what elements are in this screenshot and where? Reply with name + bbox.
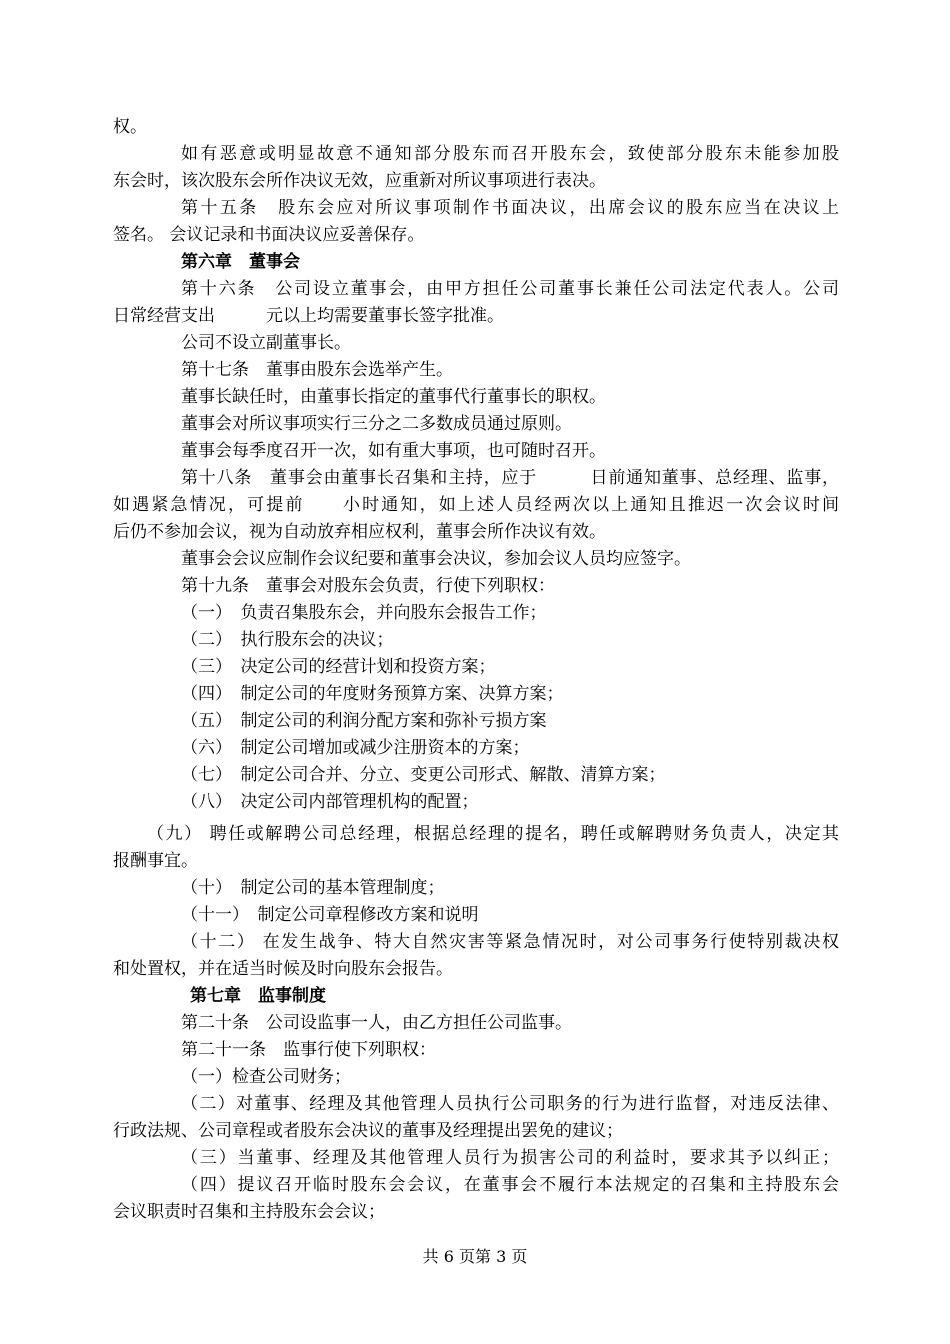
list-item: （十一） 制定公司章程修改方案和说明 (181, 905, 479, 925)
list-item: （一） 负责召集股东会，并向股东会报告工作； (181, 603, 547, 623)
list-item: （二） 执行股东会的决议； (181, 630, 394, 650)
list-item: （五） 制定公司的利润分配方案和弥补亏损方案 (181, 711, 547, 731)
text-line: 第十七条 董事由股东会选举产生。 (181, 360, 453, 380)
text-line: 日常经营支出 元以上均需要董事长签字批准。 (113, 306, 504, 326)
text-line: 第十五条 股东会应对所议事项制作书面决议，出席会议的股东应当在决议上 (181, 198, 839, 218)
list-item: （四） 制定公司的年度财务预算方案、决算方案； (181, 684, 564, 704)
text-line: 董事会对所议事项实行三分之二多数成员通过原则。 (181, 414, 572, 434)
text-line: 第十六条 公司设立董事会，由甲方担任公司董事长兼任公司法定代表人。公司 (181, 279, 839, 299)
list-item: （三） 决定公司的经营计划和投资方案； (181, 657, 496, 677)
chapter-heading: 第七章 监事制度 (190, 986, 326, 1006)
text-line: 董事长缺任时，由董事长指定的董事代行董事长的职权。 (181, 387, 606, 407)
chapter-heading: 第六章 董事会 (181, 252, 300, 272)
text-line: 如有恶意或明显故意不通知部分股东而召开股东会，致使部分股东未能参加股 (181, 144, 839, 164)
text-line: 签名。 会议记录和书面决议应妥善保存。 (113, 225, 425, 245)
text-line: 后仍不参加会议，视为自动放弃相应权利，董事会所作决议有效。 (113, 522, 606, 542)
list-item: （四）提议召开临时股东会会议，在董事会不履行本法规定的召集和主持股东会 (181, 1175, 839, 1195)
text-line: 公司不设立副董事长。 (181, 333, 351, 353)
page-number-footer: 共 6 页第 3 页 (422, 1247, 528, 1266)
text-line: 和处置权，并在适当时候及时向股东会报告。 (113, 959, 453, 979)
text-line: 第十九条 董事会对股东会负责，行使下列职权： (181, 576, 555, 596)
list-item: （三）当董事、经理及其他管理人员行为损害公司的利益时，要求其予以纠正； (181, 1148, 839, 1168)
list-item: （一）检查公司财务； (181, 1067, 351, 1087)
text-line: 行政法规、公司章程或者股东会决议的董事及经理提出罢免的建议； (113, 1121, 623, 1141)
text-line: 如遇紧急情况，可提前 小时通知，如上述人员经两次以上通知且推迟一次会议时间 (113, 495, 839, 515)
list-item: （十二） 在发生战争、特大自然灾害等紧急情况时，对公司事务行使特别裁决权 (181, 932, 839, 952)
list-item: （九） 聘任或解聘公司总经理，根据总经理的提名，聘任或解聘财务负责人，决定其 (147, 824, 839, 844)
list-item: （二）对董事、经理及其他管理人员执行公司职务的行为进行监督，对违反法律、 (181, 1094, 839, 1114)
text-line: 第十八条 董事会由董事长召集和主持，应于 日前通知董事、总经理、监事， (181, 468, 839, 488)
text-line: 权。 (113, 117, 147, 137)
text-line: 董事会会议应制作会议纪要和董事会决议，参加会议人员均应签字。 (181, 549, 691, 569)
text-line: 报酬事宜。 (113, 851, 198, 871)
list-item: （七） 制定公司合并、分立、变更公司形式、解散、清算方案； (181, 765, 666, 785)
text-line: 董事会每季度召开一次，如有重大事项，也可随时召开。 (181, 441, 606, 461)
list-item: （六） 制定公司增加或减少注册资本的方案； (181, 738, 530, 758)
list-item: （十） 制定公司的基本管理制度； (181, 878, 445, 898)
list-item: （八） 决定公司内部管理机构的配置； (181, 792, 479, 812)
text-line: 东会时，该次股东会所作决议无效，应重新对所议事项进行表决。 (113, 171, 606, 191)
text-line: 第二十条 公司设监事一人，由乙方担任公司监事。 (181, 1013, 572, 1033)
text-line: 第二十一条 监事行使下列职权： (181, 1040, 436, 1060)
text-line: 会议职责时召集和主持股东会会议； (113, 1202, 385, 1222)
